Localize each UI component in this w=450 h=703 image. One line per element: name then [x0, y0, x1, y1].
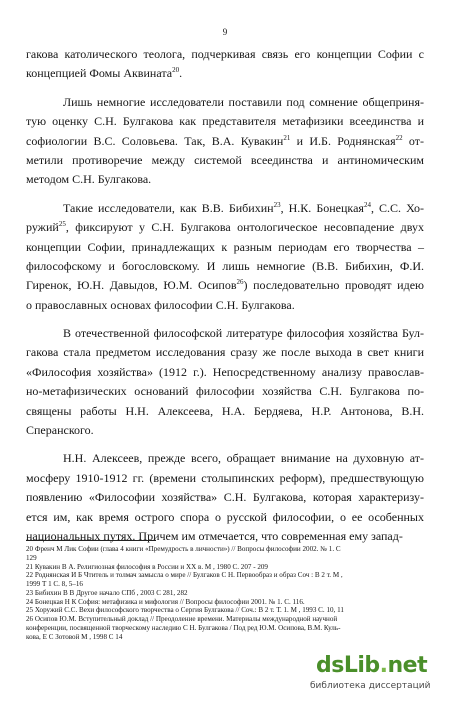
text-run: национальных путях. Причем им отмечается, что современная ему запад- — [26, 528, 403, 543]
text-run: концепцией Фомы Аквината — [26, 66, 173, 81]
text-line — [26, 93, 424, 112]
text-run: . — [179, 66, 183, 81]
text-line — [26, 527, 424, 546]
text-run: метили противоречие между системой всеединства и антиномическим — [26, 152, 424, 167]
footnote-line: 129 — [26, 553, 37, 562]
text-run: гакова стала предметом исследования сразу же после выхода в свет книги — [26, 345, 424, 360]
text-run: методом С.Н. Булгакова. — [26, 172, 152, 187]
text-run: ется им, как время острого спора о русской философии, о ее особенных — [26, 509, 424, 524]
paragraph — [26, 449, 424, 546]
text-line — [26, 238, 424, 257]
paragraph-gap — [26, 190, 424, 199]
text-run: появлению «Философии хозяйства» С.Н. Булгакова, которая характеризу- — [26, 490, 424, 505]
footnote-ref: 21 — [283, 133, 291, 142]
text-line — [26, 382, 424, 401]
text-run: о православных основах философии С.Н. Булгакова. — [26, 297, 295, 312]
footnotes — [26, 545, 424, 641]
text-line — [26, 132, 424, 151]
text-line — [26, 488, 424, 507]
paragraph — [26, 324, 424, 440]
footnote-ref: 23 — [273, 200, 281, 209]
text-run: Лишь немногие исследователи поставили под сомнение общеприня- — [63, 94, 424, 109]
text-run: Сперанского. — [26, 423, 94, 438]
main-text — [26, 45, 424, 546]
text-run: мосферу 1910-1912 гг. (времени столыпинских реформ), предшествующую — [26, 470, 424, 485]
text-line — [26, 508, 424, 527]
text-run: концепции Софии, принадлежащих к разным периодам его творчества – — [26, 239, 424, 254]
paragraph-gap — [26, 84, 424, 93]
text-run: Такие исследователи, как В.В. Бибихин — [63, 200, 274, 215]
text-run: , С.С. Хо- — [370, 200, 424, 215]
text-line — [26, 363, 424, 382]
text-run: тую оценку С.Н. Булгакова как представителя метафизики всеединства и — [26, 114, 424, 129]
text-run: философскому и богословскому. И лишь немногие (В.В. Бибихин, Ф.И. — [26, 258, 424, 273]
text-run: священы работы Н.Н. Алексеева, Н.А. Бердяева, Н.Р. Антонова, В.Н. — [26, 403, 424, 418]
text-line — [26, 449, 424, 468]
text-line — [26, 402, 424, 421]
text-run: ) последовательно проводят идею — [243, 278, 424, 293]
footnote-ref: 26 — [236, 278, 244, 287]
footnote-ref: 24 — [363, 200, 371, 209]
footnote-line: 25 Хоружий С.С. Вехи философского творчества о Сергия Булгакова // Соч.: В 2 т. Т. 1. М , 1993 С. 10, 11 — [26, 606, 344, 615]
footnote-line: 20 Френч М Лик Софии (глава 4 книги «Премудрость в личности») // Вопросы философии 2002. № 1. С — [26, 545, 341, 553]
footnote-ref: 25 — [58, 220, 66, 229]
text-run: от- — [402, 133, 424, 148]
text-line — [26, 151, 424, 170]
text-run: Н.Н. Алексеев, прежде всего, обращает внимание на духовную ат- — [63, 451, 424, 466]
text-run: , фиксируют у С.Н. Булгакова онтологическое несовпадение двух — [65, 220, 424, 235]
paragraph — [26, 45, 424, 84]
footnote-line: 21 Кувакин В А. Религиозная философия в России и XX в. М , 1980 С. 207 - 209 — [26, 562, 268, 571]
text-line — [26, 469, 424, 488]
page-number: 9 — [222, 27, 228, 37]
text-line — [26, 170, 424, 189]
text-line — [26, 343, 424, 362]
text-line — [26, 324, 424, 343]
footnote-line: конференции, посвященной творческому наследию С Н. Булгакова / Под ред Ю.М. Осипова, В.М. Куль- — [26, 623, 341, 632]
footnote-ref: 22 — [395, 133, 403, 142]
text-run: и И.Б. Роднянская — [290, 133, 396, 148]
watermark — [310, 653, 444, 697]
footnote-line: 24 Бонецкая Н К София: метафизика и мифология // Вопросы философии 2001. № 1. С. 116. — [26, 597, 305, 606]
text-line — [26, 112, 424, 131]
text-line — [26, 199, 424, 218]
text-run: но-метафизических оснований философии хозяйства С.Н. Булгакова по- — [26, 384, 424, 399]
paragraph-gap — [26, 440, 424, 449]
paragraph — [26, 93, 424, 190]
footnote-line: 1999 Т 1 С. 8, 5–16 — [26, 580, 83, 588]
watermark-logo: dsLib.net — [316, 653, 428, 678]
text-run: гакова католического теолога, подчеркивая связь его концепции Софии с — [26, 47, 424, 61]
paragraph — [26, 199, 424, 315]
footnote-line: 22 Роднянская И Б Чтитель и толмач замысла о мире // Булгаков С Н. Первообраз и образ Соч : В 2 т. М , — [26, 571, 343, 580]
footnote-line: кова, Е С Зотовой М , 1998 С 14 — [26, 632, 123, 641]
text-line — [26, 45, 424, 64]
text-line — [26, 64, 424, 83]
text-line — [26, 257, 424, 276]
watermark-tagline: библиотека диссертаций — [310, 681, 431, 691]
text-run: «Философия хозяйства» (1912 г.). Непосредственному анализу православ- — [26, 364, 424, 379]
text-run: софиологии В.С. Соловьева. Так, В.А. Кувакин — [26, 133, 284, 148]
footnote-line: 26 Осипов Ю.М. Вступительный доклад // Преодоление времени. Материалы международной научной — [26, 615, 338, 623]
footnote-line: 23 Бибихин В В Другое начало СПб , 2003 С 281, 282 — [26, 588, 188, 597]
text-run: ружий — [26, 220, 59, 235]
text-line — [26, 276, 424, 295]
text-run: , Н.К. Бонецкая — [280, 200, 364, 215]
footnote-divider — [26, 540, 156, 541]
text-line — [26, 218, 424, 237]
paragraph-gap — [26, 315, 424, 324]
text-line — [26, 421, 424, 440]
text-run: В отечественной философской литературе философия хозяйства Бул- — [63, 326, 424, 341]
footnote-ref: 20 — [172, 66, 180, 75]
text-run: Гиренок, Ю.Н. Давыдов, Ю.М. Осипов — [26, 278, 237, 293]
text-line — [26, 296, 424, 315]
